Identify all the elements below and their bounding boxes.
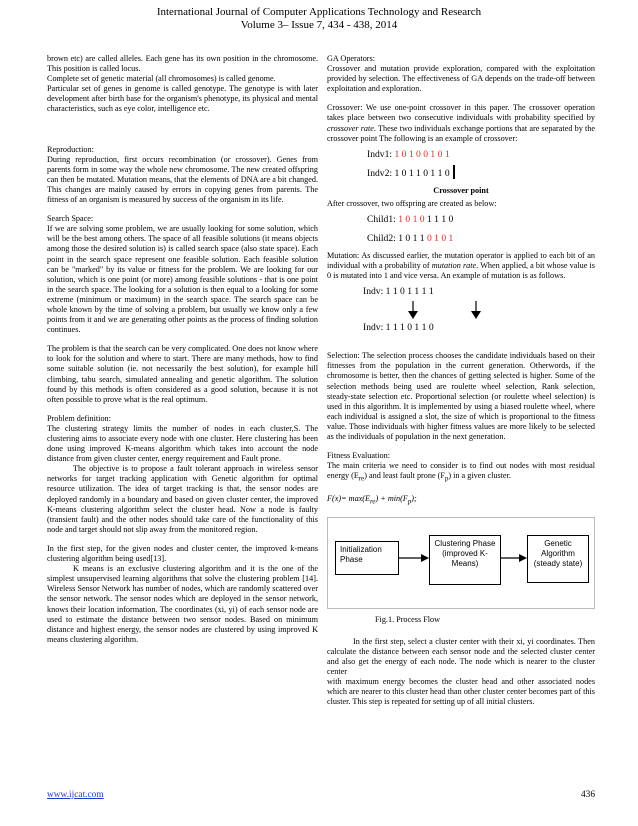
journal-header bbox=[0, 6, 638, 32]
child2-bits: 1 0 1 1 bbox=[398, 232, 427, 244]
fitness-formula: $F(x)= \max(E_{re}) + \min(F_p)$; bbox=[327, 493, 417, 506]
journal-title: International Journal of Computer Applications Technology and Research bbox=[156, 6, 482, 18]
ga-operators-heading: GA Operators: bbox=[327, 54, 375, 63]
problem-text: The problem is that the search can be very complicated. One does not know where to look for the solution and where to start. There are many methods, how to find some suitable solution (ie. not necessarily the best solution), for example hill climbing, tabu search, simulated annealing and genetic algorithm. The solution found by this methods is often considered as a good solution, because it is not often possible to prove what is the real optimum. bbox=[47, 344, 318, 404]
mutation-paragraph: Mutation: As discussed earlier, the mutation operator is applied to each bit of an individual with a probability of mutation rate. When applied, a bit whose value is 0 is mutated into 1 and vice versa. An example of mutation is as follows. bbox=[327, 250, 595, 281]
ga-operators-text: Crossover and mutation provide exploration, compared with the exploitation provided by selection. The effectiveness of GA depends on the trade-off between exploitation and exploration. bbox=[327, 64, 595, 94]
clustering-phase-box: Clustering Phase (improved K- Means) bbox=[429, 535, 501, 585]
problem-definition-heading: Problem definition: bbox=[47, 413, 111, 423]
initialization-phase-box: Initialization Phase bbox=[335, 541, 399, 575]
crossover-rate-term: crossover rate bbox=[327, 123, 374, 133]
indv2-bits: 1 0 1 1 0 1 1 0 bbox=[394, 167, 450, 179]
mutation-before-row: Indv: 1 1 0 1 1 1 1 bbox=[363, 286, 434, 298]
indv1-bits: 1 0 1 0 0 1 0 1 bbox=[394, 148, 450, 160]
indv1-row: Indv1: 1 0 1 0 0 1 0 1 bbox=[367, 148, 450, 160]
child1-red-bits: 1 0 1 0 bbox=[398, 213, 427, 225]
page-number: 436 bbox=[580, 790, 595, 800]
arrow-right-icon bbox=[501, 553, 527, 563]
arrow-down-icon bbox=[408, 301, 418, 319]
search-space-heading: Search Space: bbox=[47, 214, 94, 224]
fitness-text: The main criteria we need to consider is to find out nodes with most residual energy $(E_{re})$ and least fault prone $(F_p)$ in a given cluster. bbox=[327, 461, 595, 483]
alleles-paragraph: brown etc) are called alleles. Each gene has its own position in the chromosome. This position is called locus. bbox=[47, 54, 318, 74]
child2-red-bits: 0 1 0 1 bbox=[426, 232, 454, 244]
child1-bits: 1 1 1 0 bbox=[426, 213, 454, 225]
problem-definition-text: The clustering strategy limits the number of nodes in each cluster,S. The clustering aims to associate every node with one cluster. Here clustering has been done using improved K-means algorithm which takes into account the node distance from given cluster center, energy requirement and Fault prone. bbox=[47, 423, 318, 464]
after-crossover-text: After crossover, two offspring are created as below: bbox=[327, 198, 497, 208]
mutation-example bbox=[327, 283, 595, 339]
indv2-row: Indv2: 1 0 1 1 0 1 1 0 bbox=[367, 167, 595, 180]
crossover-marker bbox=[453, 165, 455, 179]
arrow-down-icon bbox=[471, 301, 481, 319]
fitness-heading: Fitness Evaluation: bbox=[327, 451, 390, 461]
cluster-head-paragraph: with maximum energy becomes the cluster head and other associated nodes which are nearer to this cluster head than other cluster center becomes part of this cluster. This step is repeated for setting up of all initial clusters. bbox=[327, 677, 595, 707]
selection-paragraph: Selection: The selection process chooses the candidate individuals based on their fitnesses from the population in the current generation. Otherwords, if the chromosome is better, then the chances of getting selected is higher. Some of the selection methods being used are roulette wheel selection, Rank selection, steady-state selection etc. Proportional selection (or roulette wheel selection) is used in this algorithm. It is implemented by using a biased roulette wheel, where each individual is assigned a slot, the size of which is proportional to the fitness value. Those individuals with higher fitness values are more likely to be selected as the individuals of population in the next generation. bbox=[327, 351, 595, 441]
page-footer bbox=[47, 790, 595, 800]
search-space-text: If we are solving some problem, we are usually looking for some solution, which will be the best among others. The space of all feasible solutions (it means objects among those the desired solution is) is called search space (also state space). Each point in the search space represent one feasible solution. Each feasible solution can be "marked" by its value or fitness for the problem. We are looking for our solution, which is one point (or more) among feasible solutions - that is one point in the search space. The looking for a solution is then equal to a looking for some extreme (minimum or maximum) in the search space. The search space can be whole known by the time of solving a problem, but usually we know only a few points from it and we are generating other points as the process of finding solution continues. bbox=[47, 224, 318, 335]
crossover-paragraph: Crossover: We use one-point crossover in this paper. The crossover operation takes place between two consecutive individuals with probability specified by crossover rate. These two individuals exchange portions that are separated by the crossover point The following is an example of crossover: bbox=[327, 103, 595, 143]
figure-caption: Fig.1. Process Flow bbox=[375, 614, 441, 624]
offspring-example bbox=[367, 213, 595, 245]
objective-paragraph: The objective is to propose a fault tolerant approach in wireless sensor networks for target tracking application with Genetic algorithm for optimal resource utilization. The idea of target tracking is that, the sensor nodes are deployed randomly in a boundary and based on given cluster center, the improved K-means clustering algorithm select the cluster head. Now a node is faulty (transient fault) and the other nodes should take care of the functionality of this node and target should not slip away from the monitored region. bbox=[47, 464, 318, 534]
crossover-example bbox=[367, 148, 595, 180]
kmeans-paragraph: K means is an exclusive clustering algorithm and it is the one of the simplest unsupervised learning algorithms that solve the clustering problem [14]. Wireless Sensor Network has number of nodes, which are randomly scattered over the sensor network. The sensor nodes which are deployed in the sensor network, knows their location information. The coordinates (xi, yi) of each sensor node are used to estimate the distance between two sensor nodes. Based on minimum distance and highest energy, the sensor nodes are clustered by using improved K means clustering algorithm. bbox=[47, 564, 318, 644]
genome-paragraph: Complete set of genetic material (all chromosomes) is called genome. bbox=[47, 74, 276, 84]
child2-row: Child2: 1 0 1 1 0 1 0 1 bbox=[367, 232, 454, 244]
arrow-right-icon bbox=[399, 553, 429, 563]
right-column bbox=[327, 54, 595, 716]
process-flow-diagram bbox=[327, 517, 595, 609]
mutation-after-row: Indv: 1 1 1 0 1 1 0 bbox=[363, 322, 434, 334]
crossover-point-label: Crossover point bbox=[433, 185, 489, 195]
child1-row: Child1: 1 0 1 0 1 1 1 0 bbox=[367, 213, 454, 225]
genotype-paragraph: Particular set of genes in genome is called genotype. The genotype is with later development after birth base for the organism's phenotype, its physical and mental characteristics, such as eye color, intelligence etc. bbox=[47, 84, 318, 114]
reproduction-heading: Reproduction: bbox=[47, 144, 94, 154]
journal-link[interactable]: www.ijcat.com bbox=[47, 790, 104, 800]
mutation-rate-term: mutation rate bbox=[431, 261, 477, 271]
genetic-algorithm-box: Genetic Algorithm (steady state) bbox=[527, 535, 589, 583]
reproduction-text: During reproduction, first occurs recombination (or crossover). Genes from parents form in some way the whole new chromosome. The new created offspring can then be mutated. Mutation means, that the elements of DNA are a bit changed. This changes are mainly caused by errors in copying genes from parents. The fitness of an organism is measured by success of the organism in its life. bbox=[47, 154, 318, 205]
journal-volume: Volume 3– Issue 7, 434 - 438, 2014 bbox=[240, 19, 398, 31]
cluster-step-paragraph: In the first step, select a cluster center with their xi, yi coordinates. Then calculate the distance between each sensor node and the selected cluster center and also get the energy of each node. The node which is nearer to the cluster center bbox=[327, 636, 595, 677]
left-column bbox=[47, 54, 318, 654]
first-step-paragraph: In the first step, for the given nodes and cluster center, the improved k-means clustering algorithm being used[13]. bbox=[47, 543, 318, 564]
